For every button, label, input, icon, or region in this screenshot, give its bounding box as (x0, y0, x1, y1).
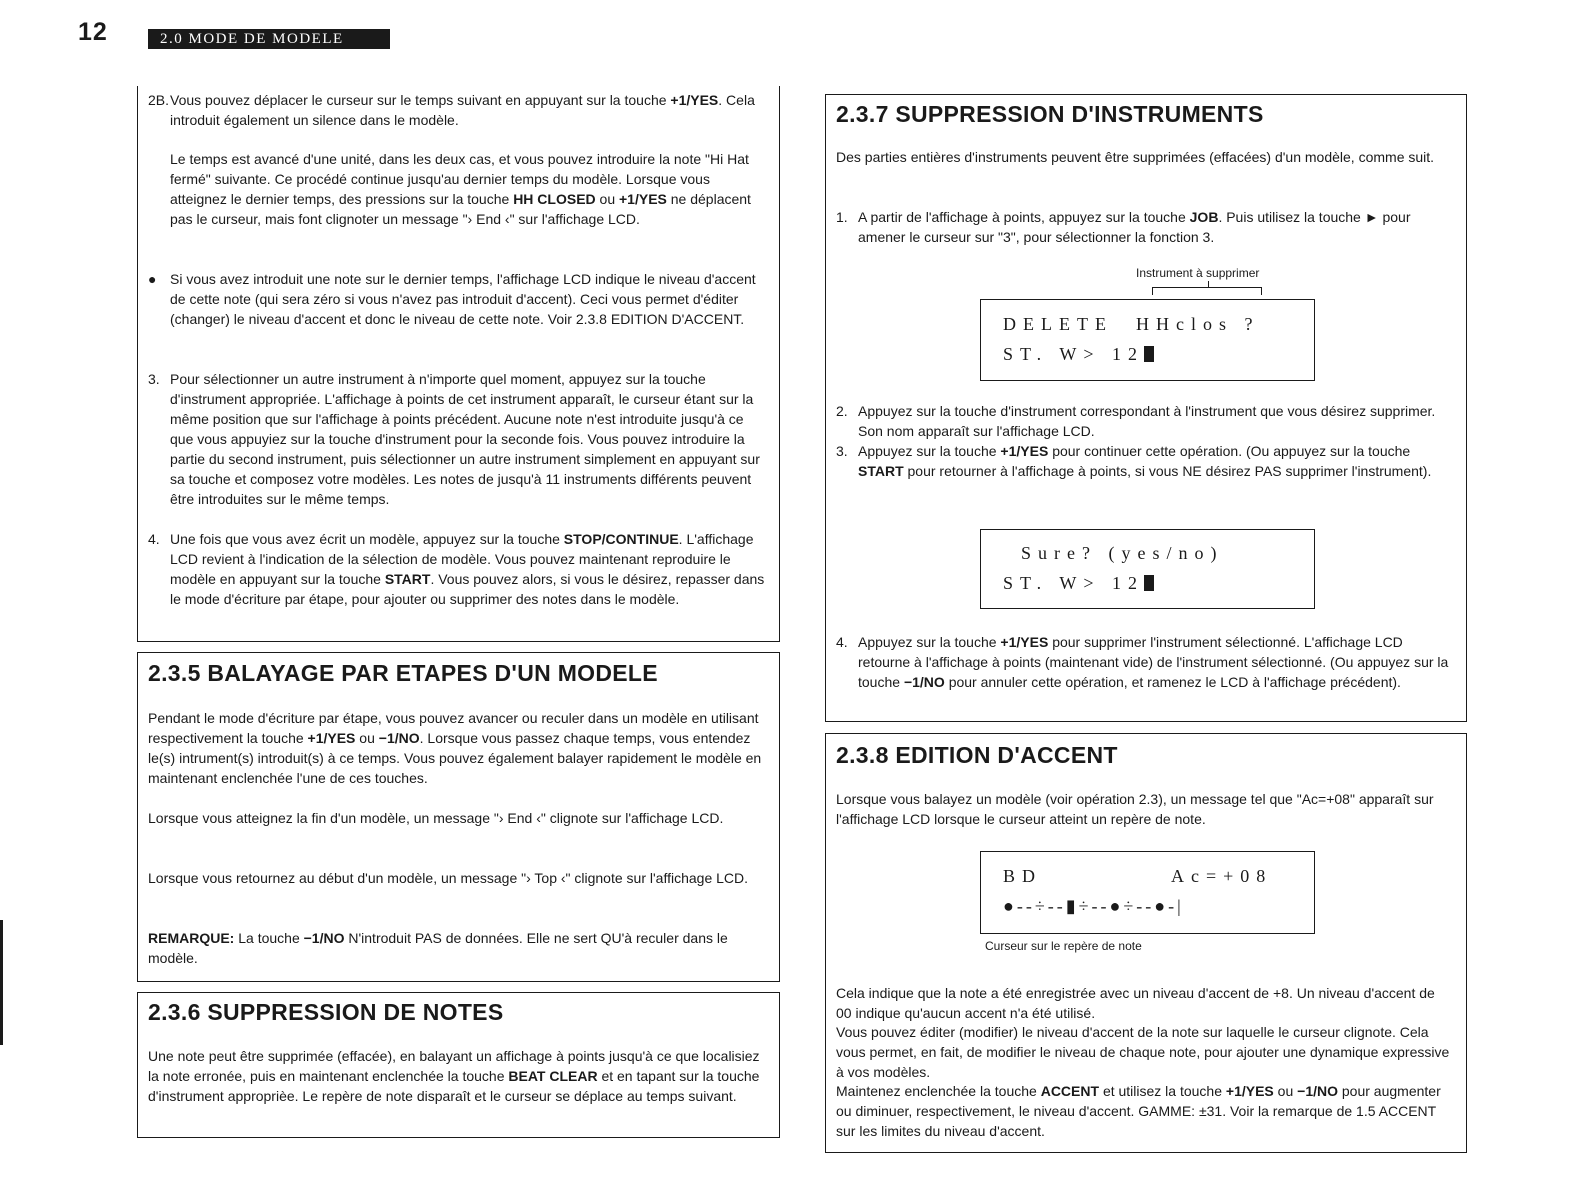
s235-remark: REMARQUE: La touche −1/NO N'introduit PAS de données. Elle ne sert QU'à reculer dans le modèle. (148, 930, 728, 966)
s236-paragraph-1: Une note peut être supprimée (effacée), en balayant un affichage à points jusqu'à ce que localisiez la note erronée, puis en maintenant enclenchée la touche BEAT CLEAR et en tapant sur la touche d'instrument approprièe. Le repère de note disparaît et le curseur se déplace au temps suivant. (148, 1048, 760, 1104)
s235-paragraph-2: Lorsque vous atteignez la fin d'un modèle, un message "› End ‹" clignote sur l'affichage LCD. (148, 810, 724, 826)
lcd-display-accent (980, 851, 1315, 934)
lcd-note-grid: ●--÷--▮÷--●÷--●-| (1003, 896, 1184, 916)
lcd-display-delete (980, 299, 1315, 381)
s238-intro: Lorsque vous balayez un modèle (voir opération 2.3), un message tel que "Ac=+08" apparaît sur l'affichage LCD lorsque le curseur atteint un repère de note. (836, 791, 1434, 827)
list-item-4: 4. Une fois que vous avez écrit un modèle, appuyez sur la touche STOP/CONTINUE. L'affichage LCD revient à l'indication de la sélection de modèle. Vous pouvez maintenant reproduire le modèle en appuyant sur la touche START. Vous pouvez alors, si vous le désirez, repasser dans le mode d'écriture par étape, pour ajouter ou supprimer des notes dans le modèle. (148, 531, 765, 607)
lcd-instrument: BD (1003, 866, 1043, 886)
section-2-3-5-title: 2.3.5 BALAYAGE PAR ETAPES D'UN MODELE (148, 660, 658, 686)
lcd-caption: Curseur sur le repère de note (985, 939, 1142, 953)
section-2-3-8-title: 2.3.8 EDITION D'ACCENT (836, 742, 1118, 768)
section-2-3-7-title: 2.3.7 SUPPRESSION D'INSTRUMENTS (836, 101, 1264, 127)
callout-bracket (1152, 287, 1262, 295)
lcd-line-1: DELETE HHclos ? (1003, 314, 1260, 334)
s237-step-3: 3. Appuyez sur la touche +1/YES pour continuer cette opération. (Ou appuyez sur la touche START pour retourner à l'affichage à points, si vous NE désirez PAS supprimer l'instrument). (836, 443, 1432, 479)
cursor-block-icon (1144, 346, 1154, 362)
s237-step-2: 2. Appuyez sur la touche d'instrument correspondant à l'instrument que vous désirez supprimer. Son nom apparaît sur l'affichage LCD. (836, 403, 1436, 439)
s238-paragraph-3: Maintenez enclenchée la touche ACCENT et utilisez la touche +1/YES ou −1/NO pour augmenter ou diminuer, respectivement, le niveau d'accent. GAMME: ±31. Voir la remarque de 1.5 ACCENT sur les limites du niveau d'accent. (836, 1083, 1441, 1139)
margin-mark (0, 920, 3, 1045)
s237-step-1: 1. A partir de l'affichage à points, appuyez sur la touche JOB. Puis utilisez la touche ► pour amener le curseur sur "3", pour sélectionner la fonction 3. (836, 209, 1411, 245)
list-item-2b: 2B. Vous pouvez déplacer le curseur sur le temps suivant en appuyant sur la touche +1/YES. Cela introduit également un silence dans le modèle. (148, 92, 755, 128)
s238-paragraph-1: Cela indique que la note a été enregistrée avec un niveau d'accent de +8. Un niveau d'accent de 00 indique qu'aucun accent n'a été utilisé. (836, 985, 1435, 1021)
lcd-display-confirm (980, 529, 1315, 609)
s235-paragraph-1: Pendant le mode d'écriture par étape, vous pouvez avancer ou reculer dans un modèle en utilisant respectivement la touche +1/YES ou −1/NO. Lorsque vous passez chaque temps, vous entendez le(s) intrument(s) introduit(s) à ce temps. Vous pouvez également balayer rapidement le modèle en maintenant enclenchée l'une de ces touches. (148, 710, 762, 786)
section-2-3-6-title: 2.3.6 SUPPRESSION DE NOTES (148, 999, 504, 1025)
s237-step-4: 4. Appuyez sur la touche +1/YES pour supprimer l'instrument sélectionné. L'affichage LCD retourne à l'affichage à points (maintenant vide) de l'instrument sélectionné. (Ou appuyez sur la touche −1/NO pour annuler cette opération, et ramenez le LCD à l'affichage précédent). (836, 634, 1449, 690)
s238-paragraph-2: Vous pouvez éditer (modifier) le niveau d'accent de la note sur laquelle le curseur clignote. Cela vous permet, en fait, de modifier le niveau de chaque note, pour ajouter une dynamique expressive à vos modèles. (836, 1024, 1450, 1080)
page-number: 12 (78, 18, 108, 46)
lcd-accent-value: Ac=+08 (1171, 866, 1273, 886)
list-item-3: 3. Pour sélectionner un autre instrument à n'importe quel moment, appuyez sur la touche d'instrument appropriée. L'affichage à points de cet instrument apparaît, le curseur étant sur la même position que sur l'affichage à points précédent. Aucune note n'est introduite jusqu'à ce que vous appuyiez sur la touche d'instrument pour la seconde fois. Vous pouvez introduire la partie du second instrument, puis sélectionner un autre instrument simplement en appuyant sur sa touche et composez votre modèles. Les notes de jusqu'à 11 instruments différents peuvent être introduites sur le même temps. (148, 371, 760, 507)
s237-intro: Des parties entières d'instruments peuvent être supprimées (effacées) d'un modèle, comme suit. (836, 149, 1435, 165)
cursor-block-icon (1144, 575, 1154, 591)
s235-paragraph-3: Lorsque vous retournez au début d'un modèle, un message "› Top ‹" clignote sur l'affichage LCD. (148, 870, 749, 886)
chapter-banner: 2.0 MODE DE MODELE (148, 29, 390, 49)
callout-label: Instrument à supprimer (1136, 266, 1260, 280)
callout-tick (1208, 281, 1209, 287)
lcd-line-1: Sure? (yes/no) (1021, 543, 1224, 563)
paragraph-advance: Le temps est avancé d'une unité, dans les deux cas, et vous pouvez introduire la note "Hi Hat fermé" suivante. Ce procédé continue jusqu'au dernier temps du modèle. Lorsque vous atteignez le dernier temps, des pressions sur la touche HH CLOSED ou +1/YES ne déplacent pas le curseur, mais font clignoter un message "› End ‹" sur l'affichage LCD. (170, 151, 751, 227)
bullet-item: ● Si vous avez introduit une note sur le dernier temps, l'affichage LCD indique le niveau d'accent de cette note (qui sera zéro si vous n'avez pas introduit d'accent). Ceci vous permet d'éditer (changer) le niveau d'accent et donc le niveau de cette note. Voir 2.3.8 EDITION D'ACCENT. (148, 271, 756, 327)
lcd-line-2: ST. W> 12 (1003, 344, 1144, 364)
lcd-line-2: ST. W> 12 (1003, 573, 1144, 593)
